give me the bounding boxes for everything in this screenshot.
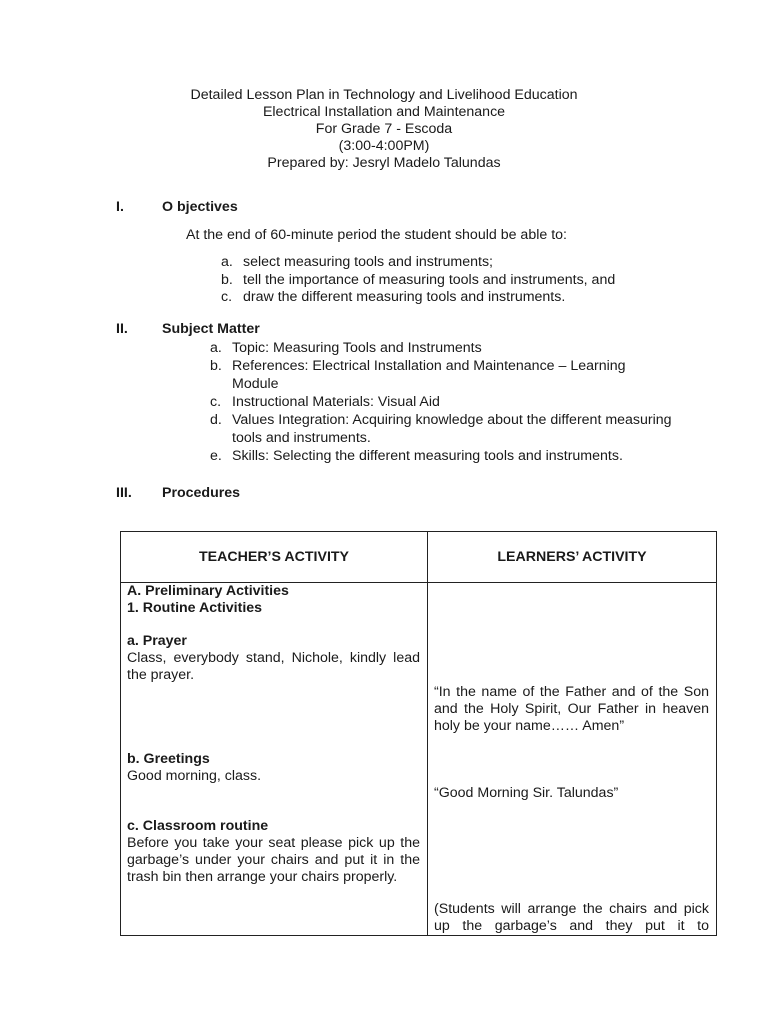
objectives-list (221, 254, 681, 307)
list-marker: a. (210, 340, 222, 356)
table-row (121, 583, 717, 936)
list-item-text: References: Electrical Installation and Maintenance – Learning Module (232, 358, 626, 392)
list-item (210, 339, 672, 357)
subject-matter-heading (116, 321, 260, 337)
greetings-heading: b. Greetings (127, 751, 210, 767)
list-item (210, 411, 672, 447)
classroom-routine-heading: c. Classroom routine (127, 818, 269, 834)
list-item-text: tell the importance of measuring tools and instruments, and (243, 271, 616, 288)
prayer-heading: a. Prayer (127, 633, 187, 649)
list-item (210, 447, 672, 465)
procedures-number: III. (116, 485, 132, 501)
procedures-title: Procedures (162, 485, 241, 501)
objectives-intro: At the end of 60-minute period the student should be able to: (186, 227, 567, 243)
list-item (221, 254, 681, 272)
header-prepared-by: Prepared by: Jesryl Madelo Talundas (267, 155, 501, 171)
header-time: (3:00-4:00PM) (338, 138, 430, 154)
list-marker: d. (210, 412, 222, 428)
list-item-text: Instructional Materials: Visual Aid (232, 394, 440, 410)
header-grade: For Grade 7 - Escoda (315, 121, 453, 137)
learner-activity-header: LEARNERS’ ACTIVITY (428, 532, 717, 583)
classroom-routine-response: (Students will arrange the chairs and pick up the garbage’s and they put it to (434, 901, 709, 934)
list-marker: c. (210, 394, 222, 410)
list-item-text: draw the different measuring tools and instruments. (243, 289, 566, 305)
list-item (210, 357, 672, 393)
header-subject: Electrical Installation and Maintenance (262, 104, 506, 120)
list-item-text: select measuring tools and instruments; (243, 254, 493, 270)
list-marker: c. (221, 289, 233, 305)
subject-matter-title: Subject Matter (162, 321, 260, 337)
classroom-routine-instruction: Before you take your seat please pick up the garbage’s under your chairs and put it in the trash bin then arrange your chairs properly. (127, 835, 420, 885)
preliminary-heading: A. Preliminary Activities (127, 583, 289, 599)
list-marker: b. (210, 358, 222, 374)
list-marker: b. (221, 271, 233, 288)
teacher-activity-cell (121, 583, 428, 936)
list-item (221, 289, 681, 307)
teacher-activity-header: TEACHER’S ACTIVITY (121, 532, 428, 583)
list-item-text: Topic: Measuring Tools and Instruments (232, 340, 482, 356)
greetings-instruction: Good morning, class. (127, 768, 262, 784)
list-item (210, 393, 672, 411)
list-item-text: Values Integration: Acquiring knowledge about the different measuring tools and instruments. (232, 412, 672, 446)
header-title: Detailed Lesson Plan in Technology and Livelihood Education (190, 87, 578, 103)
prayer-instruction: Class, everybody stand, Nichole, kindly lead the prayer. (127, 650, 420, 683)
table-header-row (121, 532, 717, 583)
list-marker: e. (210, 448, 222, 464)
list-marker: a. (221, 254, 233, 270)
list-item (221, 272, 681, 290)
prayer-response: “In the name of the Father and of the Son and the Holy Spirit, Our Father in heaven holy be your name…… Amen” (434, 684, 709, 734)
learner-activity-cell (428, 583, 717, 936)
objectives-heading (116, 199, 238, 215)
subject-matter-list (210, 339, 672, 465)
procedures-heading (116, 485, 240, 501)
procedures-table (120, 531, 717, 936)
routine-heading: 1. Routine Activities (127, 600, 263, 616)
objectives-number: I. (116, 199, 124, 215)
greetings-response: “Good Morning Sir. Talundas” (434, 785, 619, 801)
objectives-title: O bjectives (162, 199, 238, 215)
list-item-text: Skills: Selecting the different measuring tools and instruments. (232, 448, 623, 464)
document-header (0, 87, 768, 172)
subject-matter-number: II. (116, 321, 128, 337)
